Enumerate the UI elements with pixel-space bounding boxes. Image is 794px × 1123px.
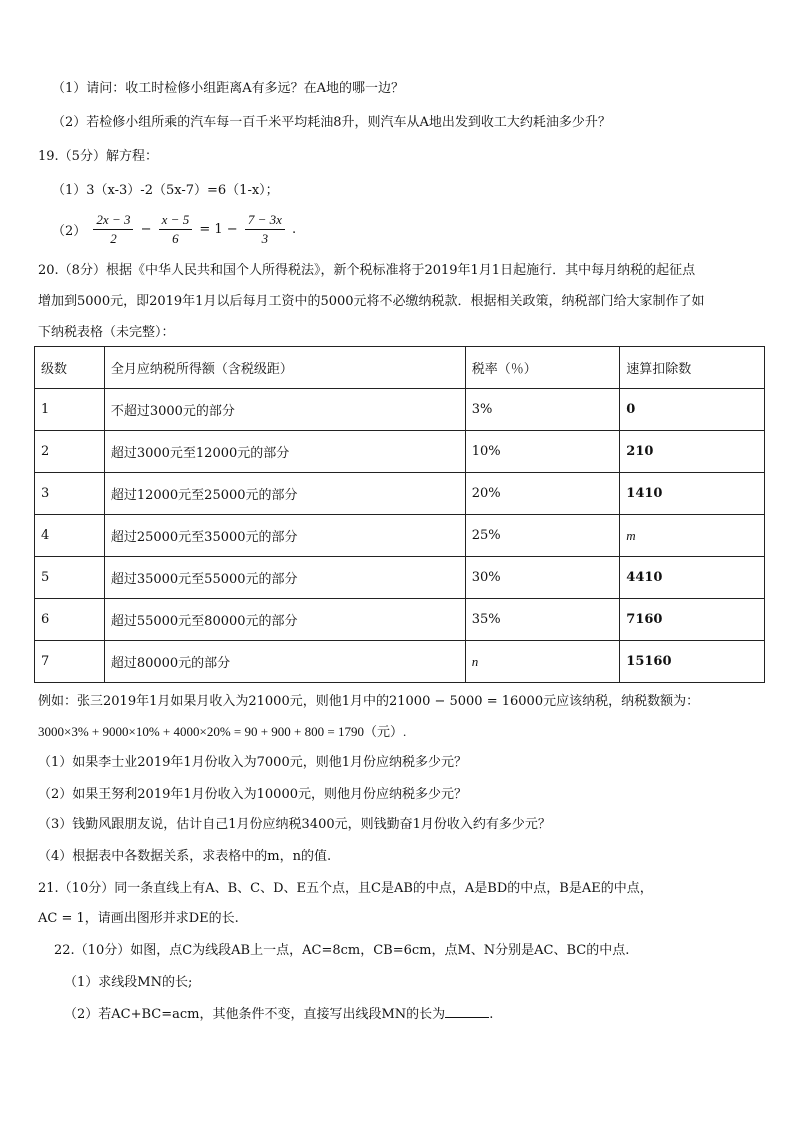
tax-rate-cell: 35%	[465, 599, 620, 641]
q18-part2: （2）若检修小组所乘的汽车每一百千米平均耗油8升，则汽车从A地出发到收工大约耗油多少升？	[52, 115, 611, 130]
q20-intro-line-1: 20.（8分）根据《中华人民共和国个人所得税法》，新个税标准将于2019年1月1日起施行．其中每月纳税的起征点	[38, 263, 696, 278]
deduction-cell: 4410	[620, 557, 765, 599]
fraction-2-numerator: x − 5	[159, 211, 193, 230]
q19-equation-1: （1）3（x-3）-2（5x-7）=6（1-x）；	[52, 183, 279, 198]
fraction-1-numerator: 2x − 3	[93, 211, 133, 230]
tax-rate-cell: n	[465, 641, 620, 683]
eq2-label: （2）	[52, 224, 87, 239]
header-income-range: 全月应纳税所得额（含税级距）	[104, 347, 465, 389]
deduction-cell: m	[620, 515, 765, 557]
fraction-2	[159, 211, 193, 248]
q22-line-3-end: .	[489, 1007, 494, 1022]
table-row	[35, 431, 765, 473]
income-range-cell: 超过25000元至35000元的部分	[104, 515, 465, 557]
table-row	[35, 473, 765, 515]
level-cell: 6	[35, 599, 105, 641]
tax-rate-cell: 30%	[465, 557, 620, 599]
minus-sign: −	[140, 222, 152, 237]
answer-blank[interactable]	[445, 1005, 489, 1018]
fraction-1	[93, 211, 133, 248]
q20-example-line-2: 3000×3% + 9000×10% + 4000×20% = 90 + 900 + 800 = 1790（元）.	[38, 724, 407, 739]
level-cell: 5	[35, 557, 105, 599]
income-range-cell: 超过3000元至12000元的部分	[104, 431, 465, 473]
q20-subquestion-1: （1）如果李士业2019年1月份收入为7000元，则他1月份应纳税多少元？	[38, 755, 467, 770]
level-cell: 1	[35, 389, 105, 431]
q20-intro-line-3: 下纳税表格（未完整）：	[38, 325, 175, 340]
tax-rate-cell: 10%	[465, 431, 620, 473]
income-range-cell: 不超过3000元的部分	[104, 389, 465, 431]
q22-line-3	[64, 1005, 493, 1024]
table-row	[35, 515, 765, 557]
fraction-2-denominator: 6	[172, 231, 179, 246]
header-tax-rate: 税率（％）	[465, 347, 620, 389]
deduction-cell: 1410	[620, 473, 765, 515]
q20-subquestion-2: （2）如果王努利2019年1月份收入为10000元，则他月份应纳税多少元？	[38, 787, 467, 802]
equals-one-minus: = 1 −	[199, 222, 238, 237]
level-cell: 2	[35, 431, 105, 473]
tax-table	[34, 346, 765, 683]
fraction-1-denominator: 2	[110, 231, 117, 246]
table-row	[35, 389, 765, 431]
q21-line-2: AC = 1，请画出图形并求DE的长.	[38, 911, 239, 926]
fraction-3-numerator: 7 − 3x	[245, 211, 285, 230]
deduction-cell: 7160	[620, 599, 765, 641]
q21-line-1: 21.（10分）同一条直线上有A、B、C、D、E五个点，且C是AB的中点，A是BD的中点，B是AE的中点，	[38, 881, 653, 896]
q22-line-2: （1）求线段MN的长;	[64, 975, 193, 990]
table-row	[35, 599, 765, 641]
q19-header: 19.（5分）解方程：	[38, 149, 158, 164]
fraction-3	[245, 211, 285, 248]
level-cell: 7	[35, 641, 105, 683]
header-level: 级数	[35, 347, 105, 389]
header-deduction: 速算扣除数	[620, 347, 765, 389]
fraction-3-denominator: 3	[261, 231, 269, 246]
q20-subquestion-4: （4）根据表中各数据关系，求表格中的m，n的值.	[38, 849, 332, 864]
income-range-cell: 超过12000元至25000元的部分	[104, 473, 465, 515]
income-range-cell: 超过55000元至80000元的部分	[104, 599, 465, 641]
level-cell: 3	[35, 473, 105, 515]
deduction-cell: 210	[620, 431, 765, 473]
deduction-cell: 0	[620, 389, 765, 431]
tax-rate-cell: 20%	[465, 473, 620, 515]
table-row	[35, 557, 765, 599]
income-range-cell: 超过35000元至55000元的部分	[104, 557, 465, 599]
tax-rate-cell: 25%	[465, 515, 620, 557]
table-header-row	[35, 347, 765, 389]
q20-subquestion-3: （3）钱勤风跟朋友说，估计自己1月份应纳税3400元，则钱勤奋1月份收入约有多少元？	[38, 817, 551, 832]
q20-intro-line-2: 增加到5000元，即2019年1月以后每月工资中的5000元将不必缴纳税款．根据相关政策，纳税部门给大家制作了如	[38, 294, 705, 309]
table-row	[35, 641, 765, 683]
income-range-cell: 超过80000元的部分	[104, 641, 465, 683]
q19-equation-2	[52, 211, 296, 248]
eq2-end: .	[292, 222, 297, 237]
q18-part1: （1）请问：收工时检修小组距离A有多远？在A地的哪一边？	[52, 81, 405, 96]
q22-line-1: 22.（10分）如图，点C为线段AB上一点，AC=8cm，CB=6cm，点M、N分别是AC、BC的中点.	[54, 943, 630, 958]
q20-example-line-1: 例如：张三2019年1月如果月收入为21000元，则他1月中的21000 − 5000 = 16000元应该纳税，纳税数额为：	[38, 694, 700, 709]
deduction-cell: 15160	[620, 641, 765, 683]
level-cell: 4	[35, 515, 105, 557]
q22-line-3-text: （2）若AC+BC=acm，其他条件不变，直接写出线段MN的长为	[64, 1007, 446, 1022]
tax-rate-cell: 3%	[465, 389, 620, 431]
